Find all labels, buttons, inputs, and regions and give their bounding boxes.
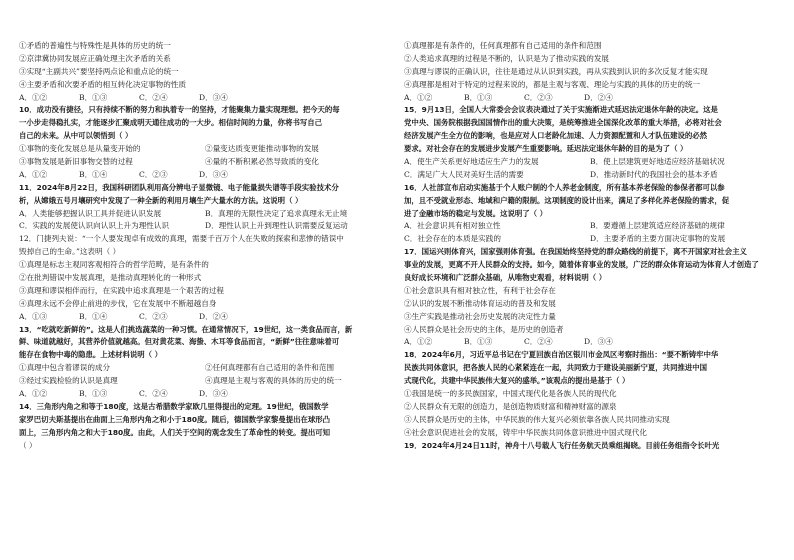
option-3: ③经过实践检验的认识是真理 <box>19 376 118 386</box>
option-line: ①矛盾的普遍性与特殊性是具体的历史的统一 <box>19 41 171 50</box>
option-pair <box>404 220 776 233</box>
option-c: C．社会存在的本质是实践的 <box>404 234 501 244</box>
choice-d: D．②④ <box>199 311 228 321</box>
option-4: ④量的不断积累必然导致质的变化 <box>205 157 319 167</box>
question-11: 析，从嫦娥五号月壤研究中发现了一种全新的利用月壤生产大量水的方法。这说明（ ） <box>19 195 303 205</box>
question-10: 自己的未来。从中可以领悟到（ ） <box>19 131 133 141</box>
question-13: 能存在食物中毒的隐患。上述材料说明（ ） <box>19 350 162 360</box>
choice-a: A．①② <box>19 389 48 399</box>
choice-c: C．②③ <box>524 92 553 102</box>
choice-d: D．③④ <box>584 337 613 347</box>
option-b: B．真理的无限性决定了追求真理永无止境 <box>205 208 348 218</box>
question-11: 11．2024年8月22日，我国科研团队利用高分辨电子显微镜、电子能量损失谱等手段实验技术分 <box>19 182 339 192</box>
question-14: （ ） <box>19 440 37 450</box>
option-line: ②人类追求真理的过程是不断的，认识是为了推动实践的发展 <box>404 53 610 63</box>
question-10: 一小步走得稳扎实，才能逐步汇聚成明天通往成功的一大步。相信时间的力量，你将书写自己 <box>19 118 323 128</box>
question-12: 12．门捷列夫说：“一个人要发现卓有成效的真理，需要千百万个人在失败的探索和悲惨的错误中 <box>19 234 344 244</box>
choice-c: C．②④ <box>139 389 168 399</box>
option-pair <box>19 143 391 156</box>
choice-b: B．①③ <box>464 337 493 347</box>
choice-d: D．③④ <box>199 169 228 179</box>
choice-b: B．①③ <box>464 92 493 102</box>
option-1: ①真理中包含着谬误的成分 <box>19 363 111 373</box>
choice-c: C．②④ <box>139 92 168 102</box>
option-d: D．推动新时代的我国社会的基本矛盾 <box>590 169 718 179</box>
right-column <box>404 40 776 453</box>
choice-d: D．②④ <box>584 92 613 102</box>
option-line: ①社会意识具有相对独立性，有利于社会存在 <box>404 285 556 295</box>
option-pair <box>404 156 776 169</box>
option-line: ②认识的发展不断推动体育运动的普及和发展 <box>404 298 556 308</box>
option-pair <box>19 375 391 388</box>
option-line: ④主要矛盾和次要矛盾的相互转化决定事物的性质 <box>19 79 187 89</box>
choice-a: A．①③ <box>19 311 48 321</box>
question-15: 要求。对社会存在的发展进步发展产生重要影响。延迟法定退休年龄的目的是为了（ ） <box>404 144 688 154</box>
option-a: A．社会意识具有相对独立性 <box>404 221 501 231</box>
option-line: ④真理都是相对于特定的过程来说的，都是主观与客观、理论与实践的具体的历史的统一 <box>404 79 701 89</box>
choice-b: B．①④ <box>79 169 108 179</box>
option-line: ①我国是统一的多民族国家，中国式现代化是各族人民的现代化 <box>404 389 617 399</box>
choice-d: D．③④ <box>199 389 228 399</box>
question-15: 经济发展产生全方位的影响，也是应对人口老龄化加速、人力资源配置和人才队伍建设的必然 <box>404 131 708 141</box>
question-10: 10．成功没有捷径，只有持续不断的努力和执着专一的坚持，才能聚集力量实现理想。把今天的每 <box>19 105 340 115</box>
question-14: 14．三角形内角之和等于180度，这是古希腊数学家欧几里得提出的定理。19世纪，俄国数学 <box>19 401 329 411</box>
choice-c: C．②④ <box>524 337 553 347</box>
option-a: A．人类能够把握认识工具并促进认识发展 <box>19 208 162 218</box>
option-line: ②京津冀协同发展应正确处理主次矛盾的关系 <box>19 53 171 63</box>
question-19: 19．2024年4月24日11时，神舟十八号载人飞行任务航天员乘组揭晓。目前任务组指令长叶光 <box>404 440 720 450</box>
answer-choices <box>19 388 391 401</box>
question-17: 17．国运兴则体育兴，国家强则体育强。在我国始终坚持党的群众路线的前提下，离不开国家对社会主义 <box>404 247 747 257</box>
question-16: 进了金融市场的稳定与发展。这说明了（ ） <box>404 208 547 218</box>
choice-c: C．②③ <box>139 169 168 179</box>
answer-choices <box>404 336 776 349</box>
option-line: ③真理与谬误的正确认识，往往是通过从认识到实践，再从实践到认识的多次反复才能实现 <box>404 66 708 76</box>
option-1: ①事物的变化发展总是从量变开始的 <box>19 144 141 154</box>
choice-b: B．①③ <box>79 389 108 399</box>
choice-a: A．①② <box>19 92 48 102</box>
option-pair <box>19 220 391 233</box>
choice-a: A．①② <box>404 92 433 102</box>
option-d: D．主要矛盾的主要方面决定事物的发展 <box>590 234 726 244</box>
option-b: B．要遵循上层建筑适应经济基础的规律 <box>590 221 725 231</box>
choice-a: A．①② <box>404 337 433 347</box>
option-line: ③实现“主副共兴”要坚持两点论和重点论的统一 <box>19 66 179 76</box>
left-column <box>19 40 391 453</box>
question-14: 家罗巴切夫斯基提出在曲面上三角形内角之和小于180度。随后，德国数学家黎曼提出在球形凸 <box>19 414 331 424</box>
choice-c: C．②③ <box>139 311 168 321</box>
question-16: 16．人社部宣布启动实施基于个人账户制的个人养老金制度，所有基本养老保险的参保者都可以参 <box>404 182 725 192</box>
option-line: ③人民群众是历史的主体，中华民族的伟大复兴必须依靠各族人民共同推动实现 <box>404 414 670 424</box>
question-18: 18．2024年6月，习近平总书记在宁夏回族自治区银川市金凤区考察时指出：“要不断铸牢中华 <box>404 350 719 360</box>
choice-d: D．③④ <box>199 92 228 102</box>
option-line: ②在批判错误中发展真理，是推动真理转化的一种形式 <box>19 273 202 283</box>
option-2: ②任何真理都有自己适用的条件和范围 <box>205 363 335 373</box>
option-c: C．实践的发展使认识向认识上升为理性认识 <box>19 221 170 231</box>
question-16: 加，且不受就业形态、地域和户籍的限制。这项制度的设计出来，满足了多样化养老保险的需求，促 <box>404 195 730 205</box>
choice-b: B．①③ <box>79 92 108 102</box>
question-13: 13．“吃就吃新鲜的”。这是人们挑选蔬菜的一种习惯。在通常情况下，19世纪，这一类食品而言，新 <box>19 324 353 334</box>
option-c: C．满足广大人民对美好生活的需要 <box>404 169 524 179</box>
option-line: ④真理永远不会停止前进的步伐，它在发展中不断超越自身 <box>19 298 217 308</box>
option-line: ③真理和谬误相伴而行，在实践中追求真理是一个艰苦的过程 <box>19 285 225 295</box>
option-pair <box>19 362 391 375</box>
choice-a: A．①② <box>19 169 48 179</box>
question-17: 事业的发展，更离不开人民群众的支持。如今，随着体育事业的发展，广泛的群众体育运动为体育人才创造了 <box>404 260 759 270</box>
option-pair <box>19 156 391 169</box>
answer-choices <box>404 92 776 105</box>
answer-choices <box>19 169 391 182</box>
option-line: ①真理都是有条件的，任何真理都有自己适用的条件和范围 <box>404 41 602 50</box>
option-3: ③事物发展是新旧事物交替的过程 <box>19 157 133 167</box>
question-14: 面上，三角形内角之和大于180度。由此，人们关于空间的观念发生了革命性的转变。提出可知 <box>19 427 331 437</box>
question-15: 党中央、国务院根据我国国情作出的重大决策，是统筹推进全国深化改革的重大举措，必将对社会 <box>404 118 722 128</box>
question-17: 良好成长环境和广泛群众基础，从唯物史观看，材料说明（ ） <box>404 273 607 283</box>
option-pair <box>19 208 391 221</box>
question-12: 毁掉自己的生命。”这表明（ ） <box>19 247 121 257</box>
option-line: ①真理是标志主观同客观相符合的哲学范畴，是有条件的 <box>19 260 209 270</box>
answer-choices <box>19 311 391 324</box>
answer-choices <box>19 92 391 105</box>
option-line: ④社会意识促进社会的发展，铸牢中华民族共同体意识推进中国式现代化 <box>404 427 647 437</box>
question-13: 鲜、味道就越好，其营养价值就越高。但对黄花菜、海蛰、木耳等食品而言，“新鲜”往往意味着可 <box>19 337 340 347</box>
option-line: ②人民群众有无限的创造力，是创造物质财富和精神财富的源泉 <box>404 401 617 411</box>
option-d: D．理性认识上升到理性认识需要反复运动 <box>205 221 348 231</box>
option-2: ②量变达质变更能推动事物的发展 <box>205 144 319 154</box>
question-15: 15．9月13日，全国人大常委会会议表决通过了关于实施渐进式延迟法定退休年龄的决定。这是 <box>404 105 718 115</box>
option-pair <box>404 169 776 182</box>
option-4: ④真理是主观与客观的具体的历史的统一 <box>205 376 342 386</box>
question-18: 民族共同体意识，把各族人民的心紧紧连在一起，共同致力于建设美丽新宁夏，共同推进中国 <box>404 363 708 373</box>
option-line: ③生产实践是推动社会历史发展的决定性力量 <box>404 311 556 321</box>
option-a: A．使生产关系更好地适应生产力的发展 <box>404 157 539 167</box>
question-18: 式现代化，共建中华民族伟大复兴的盛举。”该观点的提出是基于（ ） <box>404 376 630 386</box>
option-pair <box>404 233 776 246</box>
option-line: ④人民群众是社会历史的主体，是历史的创造者 <box>404 324 564 334</box>
choice-b: B．①④ <box>79 311 108 321</box>
option-b: B．使上层建筑更好地适应经济基础状况 <box>590 157 725 167</box>
